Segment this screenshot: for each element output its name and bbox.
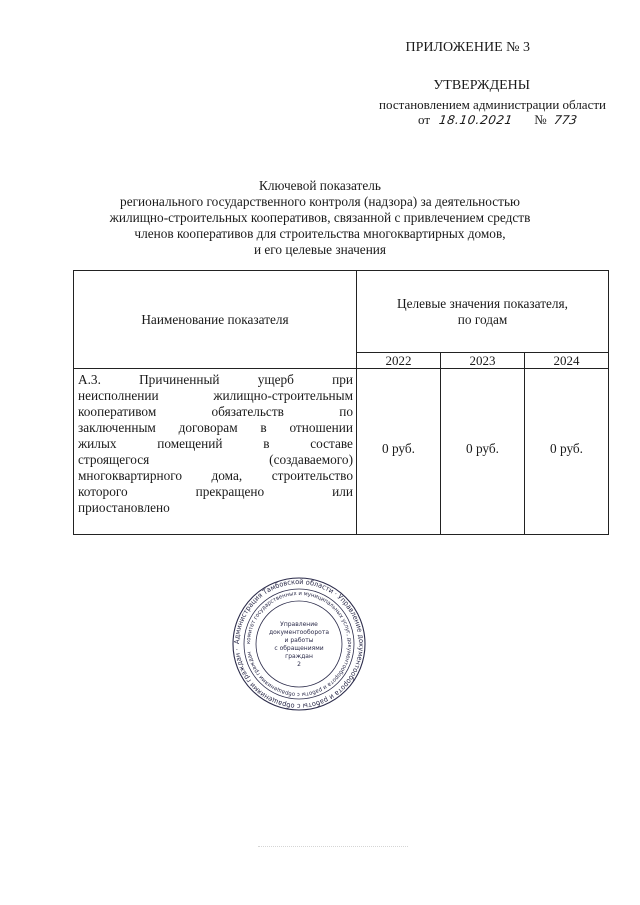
title-line-3: жилищно-строительных кооперативов, связанной с привлечением средств (109, 210, 531, 225)
stamp-center-line: с обращениями (274, 645, 324, 652)
value-2022: 0 руб. (381, 440, 415, 456)
indicator-name-word: строительство (271, 468, 353, 483)
document-title (60, 178, 580, 258)
indicator-name-word: отношении (289, 420, 353, 435)
indicator-name-word: составе (310, 436, 353, 451)
indicator-name-cell (74, 369, 357, 535)
indicator-name-word: прекращено (195, 484, 265, 499)
indicator-name-line (78, 404, 353, 420)
indicator-name-word: строящегося (78, 452, 150, 467)
indicator-name-word: по (339, 404, 353, 419)
indicator-name-word: которого (78, 484, 128, 499)
value-cell (357, 369, 441, 535)
appendix-label: ПРИЛОЖЕНИЕ № 3 (405, 40, 530, 55)
header-year: 2022 (357, 353, 441, 369)
indicator-name-line (78, 468, 353, 484)
indicator-name-word: жилищно-строительным (213, 388, 353, 403)
indicator-name-word: в (263, 436, 270, 451)
from-label: от (418, 112, 431, 127)
header-indicator-name: Наименование показателя (74, 271, 357, 369)
indicator-name-word: жилых (78, 436, 117, 451)
decree-label: постановлением администрации области (379, 97, 606, 112)
decree-date-line (418, 112, 577, 128)
indicator-name-word: дома, (211, 468, 243, 483)
stamp-center-line: граждан (285, 653, 313, 660)
indicator-name-word: обязательств (211, 404, 284, 419)
header-year: 2023 (441, 353, 525, 369)
indicator-name-word: помещений (157, 436, 223, 451)
indicator-name-line (78, 436, 353, 452)
indicator-name-word: договорам (178, 420, 238, 435)
indicator-name-line (78, 500, 353, 516)
value-2024: 0 руб. (550, 440, 584, 456)
decree-date: 18.10.2021 (438, 113, 514, 127)
indicator-name-word: неисполнении (78, 388, 159, 403)
stamp-center-number: 2 (297, 661, 301, 668)
kpi-table (73, 270, 609, 535)
header-target-line-2: по годам (457, 311, 508, 327)
indicator-name-line (78, 372, 353, 388)
value-cell (441, 369, 525, 535)
indicator-name-word: Причиненный (139, 372, 220, 387)
stamp-center-line: документооборота (269, 629, 329, 636)
official-stamp (232, 577, 366, 711)
title-line-5: и его целевые значения (253, 242, 387, 257)
stamp-outer-path: Администрация Тамбовской области · Управление документооборота и работы с обращениями граждан · (232, 577, 366, 711)
indicator-name-word: (создаваемого) (269, 452, 353, 467)
header-target-values (357, 271, 609, 353)
title-line-1: Ключевой показатель (259, 178, 381, 193)
indicator-name-word: в (260, 420, 267, 435)
header-year: 2024 (525, 353, 609, 369)
indicator-name-word: заключенным (78, 420, 156, 435)
indicator-name-line (78, 452, 353, 468)
stamp-center-line: Управление (280, 621, 318, 628)
number-label: № (534, 112, 547, 127)
approved-label: УТВЕРЖДЕНЫ (433, 78, 530, 93)
decree-number: 773 (552, 113, 578, 127)
table-row (74, 369, 609, 535)
indicator-name-line (78, 420, 353, 436)
indicator-name-word: приостановлено (78, 500, 170, 515)
title-line-2: регионального государственного контроля (надзора) за деятельностью (120, 194, 520, 209)
header-target-line-1: Целевые значения показателя, (397, 295, 569, 311)
indicator-name-word: ущерб (257, 372, 294, 387)
indicator-name-word: при (332, 372, 353, 387)
indicator-name-word: А.3. (78, 372, 101, 387)
value-cell (525, 369, 609, 535)
indicator-name-line (78, 484, 353, 500)
footer-dotted-line (258, 846, 408, 847)
stamp-center-line: и работы (284, 637, 314, 644)
stamp-inner-path: комитет государственных и муниципальных услуг, документооборота и работы с обращениями граждан (245, 590, 353, 698)
indicator-name-word: многоквартирного (78, 468, 182, 483)
indicator-name-word: или (332, 484, 353, 499)
title-line-4: членов кооперативов для строительства многоквартирных домов, (134, 226, 506, 241)
indicator-name-word: кооперативом (78, 404, 157, 419)
value-2023: 0 руб. (465, 440, 499, 456)
indicator-name-line (78, 388, 353, 404)
